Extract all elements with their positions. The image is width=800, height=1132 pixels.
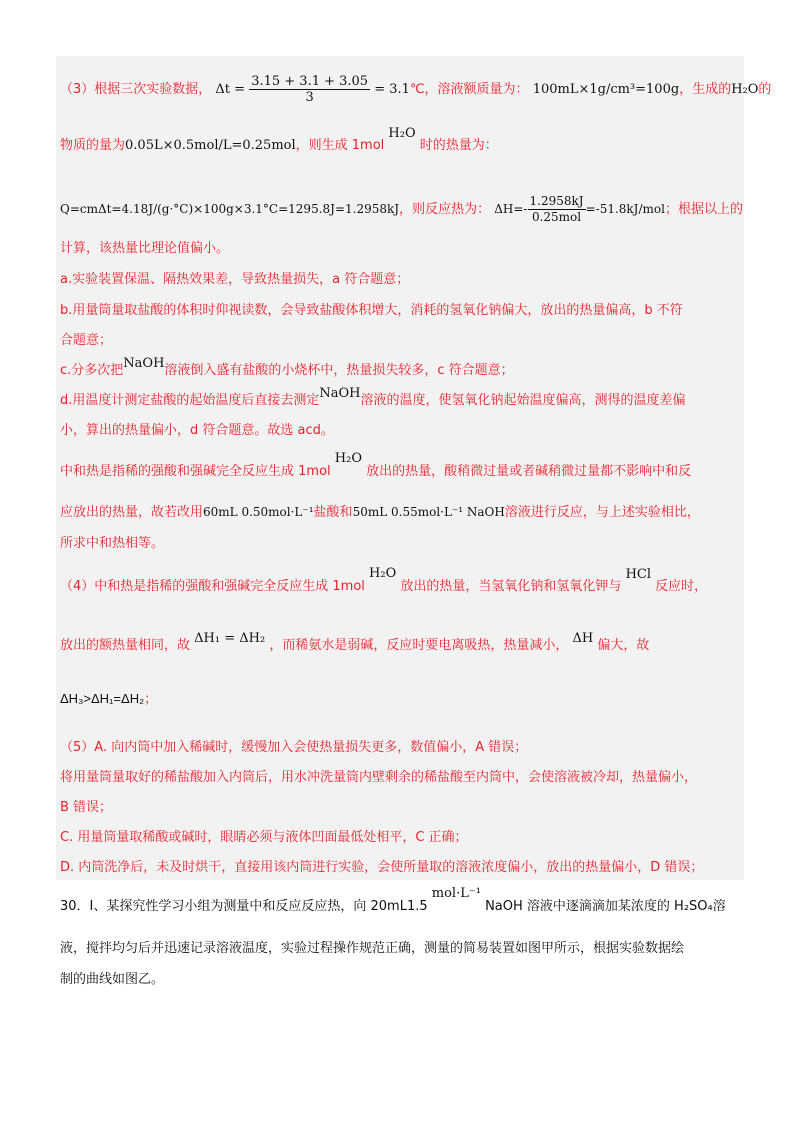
q30-l1-text: 30．Ⅰ、某探究性学习小组为测量中和反应反应热，向 20mL1.5 [60,899,428,914]
s3-l1-text-c: ，生成的 [679,82,732,97]
s3-l1-text-d: 的 [758,82,772,97]
s4-dh: ΔH [572,631,594,646]
s3-mol-expr: 0.05L×0.5mol/L=0.25mol [125,138,296,153]
s5-option-b-line1: 将用量筒量取好的稀盐酸加入内筒后，用水冲洗量筒内壁剩余的稀盐酸至内筒中，会使溶液被冷却，热量偏小， [60,770,698,785]
s3-h2o-2: H₂O [388,126,416,141]
s3-delta-result: = 3.1 [374,82,410,97]
s4-line2 [60,631,650,655]
s3-line4: 计算，该热量比理论值偏小。 [60,241,230,256]
s3-option-d-line2: 小，算出的热量偏小，d 符合题意。故选 acd。 [60,423,334,438]
s3-option-b-line1: b.用量筒量取盐酸的体积时仰视读数，会导致盐酸体积增大，消耗的氢氧化钠偏大，放出的热量偏高，b 不符 [60,303,683,318]
s4-h2o: H₂O [369,566,397,581]
s3-l2-text-b: ，则生成 1mol [295,138,385,153]
s3-line3 [60,194,743,225]
s3-l2-text: 物质的量为 [60,138,126,153]
s5-option-d: D. 内筒洗净后，未及时烘干，直接用该内筒进行实验，会使所量取的溶液浓度偏小，放出的热量偏小，D 错误； [60,860,704,875]
s3-l3-text-b: ；根据以上的 [664,202,743,217]
s3-line2 [60,126,498,155]
s3-c-text-b: 溶液倒入盛有盐酸的小烧杯中，热量损失较多，c 符合题意； [164,363,514,378]
s3-l3-text: ，则反应热为： [399,202,491,217]
s3-option-c [60,356,514,380]
q30-l1-text-b: NaOH 溶液中逐滴滴加某浓度的 H₂SO₄溶 [485,899,726,914]
s3-q-expr: Q=cmΔt=4.18J/(g·°C)×100g×3.1°C=1295.8J=1.2958kJ [60,202,400,216]
s4-dh-compare: ΔH₃>ΔH₁=ΔH₂ [60,691,145,706]
s3-c-naoh: NaOH [123,356,165,371]
s3-h2o: H₂O [731,82,759,97]
q30-line2: 液，搅拌均匀后并迅速记录溶液温度，实验过程操作规范正确，测量的简易装置如图甲所示，根据实验数据绘 [60,941,685,956]
q30-line1 [60,886,726,916]
s3-n1-h2o: H₂O [334,451,362,466]
s3-n2-text: 应放出的热量，故若改用 [60,505,204,520]
s3-mass-expr: 100mL×1g/cm³=100g [532,82,680,97]
s3-d-naoh: NaOH [319,386,361,401]
s4-l1-text-b: 放出的热量，当氢氧化钠和氢氧化钾与 [400,579,622,594]
s3-delta-t: Δt = [215,82,246,97]
s3-n2-text-b: 盐酸和 [313,505,353,520]
s4-l2-text-c: 偏大，故 [597,638,650,653]
s4-l2-text: 放出的额热量相同，故 [60,638,191,653]
s4-l1-text: （4）中和热是指稀的强酸和强碱完全反应生成 1mol [60,579,365,594]
s3-option-b-line2: 合题意； [60,333,113,348]
fraction-numerator: 3.15 + 3.1 + 3.05 [251,74,369,89]
s3-c-text: c.分多次把 [60,363,124,378]
s3-dh: ΔH=- [494,202,528,216]
s3-n1-text-b: 放出的热量，酸稍微过量或者碱稍微过量都不影响中和反 [366,464,692,479]
fraction-numerator: 1.2958kJ [529,194,584,208]
s3-neutral-line1 [60,451,692,481]
s3-n2-hcl-conc: 60mL 0.50mol·L⁻¹ [203,505,314,519]
s4-line3 [60,690,157,709]
s3-l1-text: （3）根据三次实验数据， [60,82,212,97]
s4-dh-equal: ΔH₁ = ΔH₂ [194,631,266,646]
s3-d-text-b: 溶液的温度，使氢氧化钠起始温度偏高，测得的温度差偏 [360,393,686,408]
s3-n2-naoh-conc: 50mL 0.55mol·L⁻¹ NaOH [352,505,505,519]
s4-l2-text-b: ，而稀氨水是弱碱，反应时要电离吸热，热量减小， [269,638,569,653]
q30-line3: 制的曲线如图乙。 [60,972,165,987]
s3-l1-text-b: ℃，溶液额质量为： [409,82,529,97]
s3-n1-text: 中和热是指稀的强酸和强碱完全反应生成 1mol [60,464,331,479]
s3-option-a: a.实验装置保温、隔热效果差，导致热量损失，a 符合题意； [60,272,410,287]
q30-unit: mol·L⁻¹ [431,886,481,901]
s4-l3-text: ； [144,692,158,707]
s5-option-b-line2: B 错误； [60,800,113,815]
s3-n2-text-c: 溶液进行反应，与上述实验相比， [504,505,700,520]
s4-l1-text-c: 反应时， [655,579,708,594]
s3-neutral-line2 [60,503,700,522]
s3-dh-fraction [528,194,586,225]
fraction-denominator: 0.25mol [531,210,582,224]
s4-line1 [60,566,708,596]
s3-d-text: d.用温度计测定盐酸的起始温度后直接去测定 [60,393,320,408]
s3-line1 [60,74,771,105]
s3-neutral-line3: 所求中和热相等。 [60,536,165,551]
s4-hcl: HCl [625,567,652,582]
s3-l2-text-c: 时的热量为： [419,138,498,153]
s3-dh-result: =-51.8kJ/mol [585,202,665,216]
fraction-denominator: 3 [305,90,314,105]
s5-option-c: C. 用量筒量取稀酸或碱时，眼睛必须与液体凹面最低处相平，C 正确； [60,830,468,845]
s5-option-a: （5）A. 向内筒中加入稀碱时，缓慢加入会使热量损失更多，数值偏小，A 错误； [60,740,528,755]
s3-avg-fraction [249,74,370,105]
s3-option-d-line1 [60,386,686,410]
